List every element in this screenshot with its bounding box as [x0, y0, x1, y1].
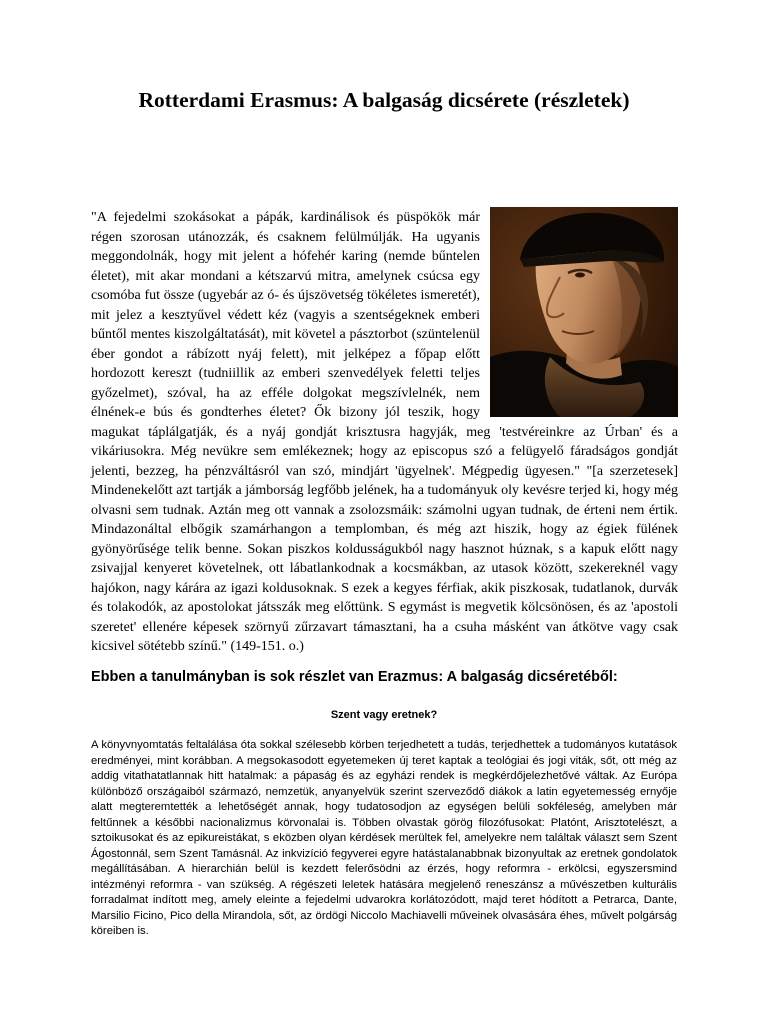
quote-text: "A fejedelmi szokásokat a pápák, kardinálisok és püspökök már régen szorosan utánozzák, és csaknem felülmúlják. Ha ugyanis meggondolnák, hogy mit jelent a hófehér karing (nemde bűntelen életet), mit akar mondani a kétszarvú mitra, amelynek csúcsa egy csomóba fut össze (ugyebár az ó- és újszövetség tökéletes ismeretét), mit jelez a kesztyűvel védett kéz (vagyis a szentségeknek emberi bűntől mentes kiszolgáltatását), mit követel a pásztorbot (szüntelenül éber gondot a rábízott nyáj felett), mit jelképez a főpap előtt hordozott kereszt (tudniillik az emberi szenvedélyek feletti teljes győzelmet), szóval, ha az efféle dolgokat megszívlelnék, nem élnének-e bús és gondterhes életet? Ők bizony jól teszik, hogy magukat táplálgatják, és a nyáj gondját krisztusra hagyják, meg 'testvéreinkre az Úrban' és a vikáriusokra. Még nevükre sem emlékeznek; hogy az episcopus szó a felügyelő fáradságos gondját jelenti, bezzeg, ha pénzváltásról van szó, mindjárt 'ügyelnek'. Mégpedig ügyesen." "[a szerzetesek] Mindenekelőtt azt tartják a jámborság legfőbb jelének, ha a tudományuk oly kevésre terjed ki, hogy még olvasni sem tudnak. Aztán meg ott vannak a zsolozsmáik: számolni ugyan tudnak, de érteni nem értik. Mindazonáltal elbőgik szamárhangon a templomban, és még azt hiszik, hogy az égiek fülének gyönyörűsége telik benne. Sokan piszkos koldusságukból nagy hasznot húznak, s a kapuk előtt nagy zsivajjal kenyeret követelnek, ott lábatlankodnak a kocsmákban, az utasok között, szekereknél vagy hajókon, nagy kárára az igazi koldusoknak. S ezek a kegyes férfiak, akik piszkosak, tudatlanok, durvák és tolakodók, az apostolokat játsszák meg előttünk. S egymást is megvetik kölcsönösen, és az 'apostoli szeretet' ellenére képesek szörnyű zűrzavart támasztani, ha a csuha másként van átkötve vagy csak kicsivel sötétebb színű." (149-151. o.) [91, 210, 678, 654]
erasmus-quote [91, 208, 678, 657]
portrait-float-spacer [480, 208, 678, 420]
document-title: Rotterdami Erasmus: A balgaság dicsérete (részletek) [138, 88, 630, 112]
section-heading: Ebben a tanulmányban is sok részlet van Erazmus: A balgaság dicséretéből: [91, 669, 618, 685]
article-subheading: Szent vagy eretnek? [330, 709, 438, 721]
article-paragraph: A könyvnyomtatás feltalálása óta sokkal szélesebb körben terjedhetett a tudás, terjedhettek a tudományos kutatások eredményei, mint korábban. A megsokasodott egyetemeken új teret kaptak a teológiai és jogi viták, sőt, ott még az addig vitathatatlannak hitt hatalmak: a pápaság és az egyházi rendek is megkérdőjelezhetővé váltak. Az Európa különböző országaiból származó, nemzetük, anyanyelvük szerint szerveződő diákok a latin egyetemesség ernyője alatt megteremtették a lehetőségét annak, hogy tudatosodjon az egységen belüli sokféleség, amelyben már feltűnnek a későbbi nacionalizmus körvonalai is. Többen olvastak görög filozófusokat: Platónt, Arisztotelészt, a sztoikusokat és az epikureistákat, s eközben olyan kérdések merültek fel, amelyekre nem találtak választ sem Szent Ágostonnál, sem Szent Tamásnál. Az inkvizíció fegyverei egyre hatástalanabbnak bizonyultak az eretnek gondolatok megállításában. A hierarchián belül is kezdett felerősödni az érzés, hogy reformra - erkölcsi, egyszersmind intézményi reformra - van szükség. A régészeti leletek hatására megjelenő reneszánsz a művészetben kulturális forradalmat indított meg, amely eleinte a fejedelmi udvarokra korlátozódott, majd teret hódított a Petrarca, Dante, Marsilio Ficino, Pico della Mirandola, sőt, az ördögi Niccolo Machiavelli műveinek olvasására éhes, művelt polgárság köreiben is. [91, 739, 677, 937]
